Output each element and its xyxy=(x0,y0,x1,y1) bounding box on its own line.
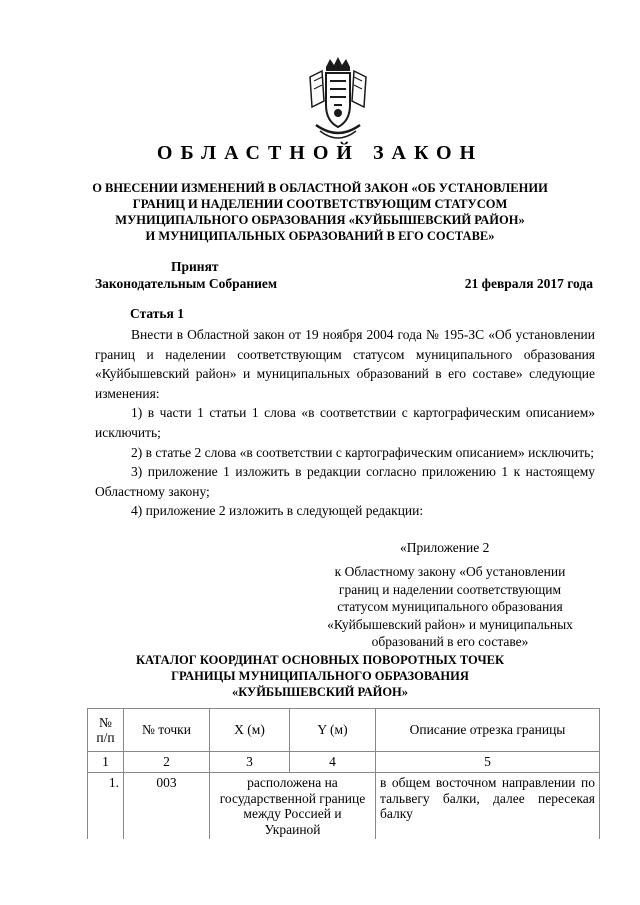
adopted-by xyxy=(95,258,277,292)
number-cell: 3 xyxy=(210,752,290,773)
appendix-heading: «Приложение 2 xyxy=(400,540,490,555)
appendix-note-line: образований в его составе» xyxy=(371,634,529,649)
header-cell-y: Y (м) xyxy=(290,709,376,752)
catalog-line: «КУЙБЫШЕВСКИЙ РАЙОН» xyxy=(231,685,409,699)
catalog-line: ГРАНИЦЫ МУНИЦИПАЛЬНОГО ОБРАЗОВАНИЯ xyxy=(171,669,469,683)
number-cell: 2 xyxy=(124,752,210,773)
adopted-date: 21 февраля 2017 года xyxy=(464,276,593,291)
header-cell-x: X (м) xyxy=(210,709,290,752)
number-cell: 4 xyxy=(290,752,376,773)
header-cell-description: Описание отрезка границы xyxy=(376,709,600,752)
paragraph: 3) приложение 1 изложить в редакции согласно приложению 1 к настоящему Областному закону; xyxy=(95,464,595,499)
catalog-heading xyxy=(80,652,560,700)
header-cell-point: № точки xyxy=(124,709,210,752)
appendix-note-line: к Областному закону «Об установлении xyxy=(334,564,566,579)
subtitle-line: О ВНЕСЕНИИ ИЗМЕНЕНИЙ В ОБЛАСТНОЙ ЗАКОН «ОБ УСТАНОВЛЕНИИ xyxy=(92,181,548,195)
article-heading: Статья 1 xyxy=(130,306,184,321)
row-xy-merged: расположена на государственной границе между Россией и Украиной xyxy=(210,773,376,840)
coordinates-table xyxy=(87,708,600,839)
subtitle-line: ГРАНИЦ И НАДЕЛЕНИИ СООТВЕТСТВУЮЩИМ СТАТУСОМ xyxy=(132,197,508,211)
catalog-line: КАТАЛОГ КООРДИНАТ ОСНОВНЫХ ПОВОРОТНЫХ ТОЧЕК xyxy=(135,653,505,667)
row-description: в общем восточном направлении по тальвегу балки, далее пересекая балку xyxy=(376,773,600,840)
adopted-label: Принят xyxy=(171,259,219,274)
table-header-row xyxy=(88,709,600,752)
subtitle-line: И МУНИЦИПАЛЬНЫХ ОБРАЗОВАНИЙ В ЕГО СОСТАВЕ» xyxy=(145,229,495,243)
paragraph: 1) в части 1 статьи 1 слова «в соответствии с картографическим описанием» исключить; xyxy=(95,405,595,440)
number-cell: 1 xyxy=(88,752,124,773)
appendix-note-line: «Куйбышевский район» и муниципальных xyxy=(327,616,573,632)
row-point: 003 xyxy=(124,773,210,840)
appendix-note xyxy=(300,563,600,651)
paragraph: Внести в Областной закон от 19 ноября 2004 года № 195-ЗС «Об установлении границ и наделении соответствующим статусом муниципального образования «Куйбышевский район» и муниципальных образований в его составе» следующие изменения: xyxy=(95,327,595,401)
header-cell-index: № п/п xyxy=(88,709,124,752)
paragraph: 2) в статье 2 слова «в соответствии с картографическим описанием» исключить; xyxy=(131,444,594,460)
subtitle-line: МУНИЦИПАЛЬНОГО ОБРАЗОВАНИЯ «КУЙБЫШЕВСКИЙ РАЙОН» xyxy=(115,213,525,227)
row-index: 1. xyxy=(88,773,124,840)
coat-of-arms-icon xyxy=(300,55,376,143)
adopted-body: Законодательным Собранием xyxy=(95,276,278,291)
table-number-row xyxy=(88,752,600,773)
appendix-note-line: статусом муниципального образования xyxy=(337,599,563,614)
document-title: ОБЛАСТНОЙ ЗАКОН xyxy=(156,142,484,164)
number-cell: 5 xyxy=(376,752,600,773)
appendix-note-line: границ и наделении соответствующим xyxy=(338,581,562,597)
paragraph: 4) приложение 2 изложить в следующей редакции: xyxy=(131,503,424,519)
table-row xyxy=(88,773,600,840)
article-body xyxy=(95,325,595,521)
law-subtitle xyxy=(80,180,560,244)
